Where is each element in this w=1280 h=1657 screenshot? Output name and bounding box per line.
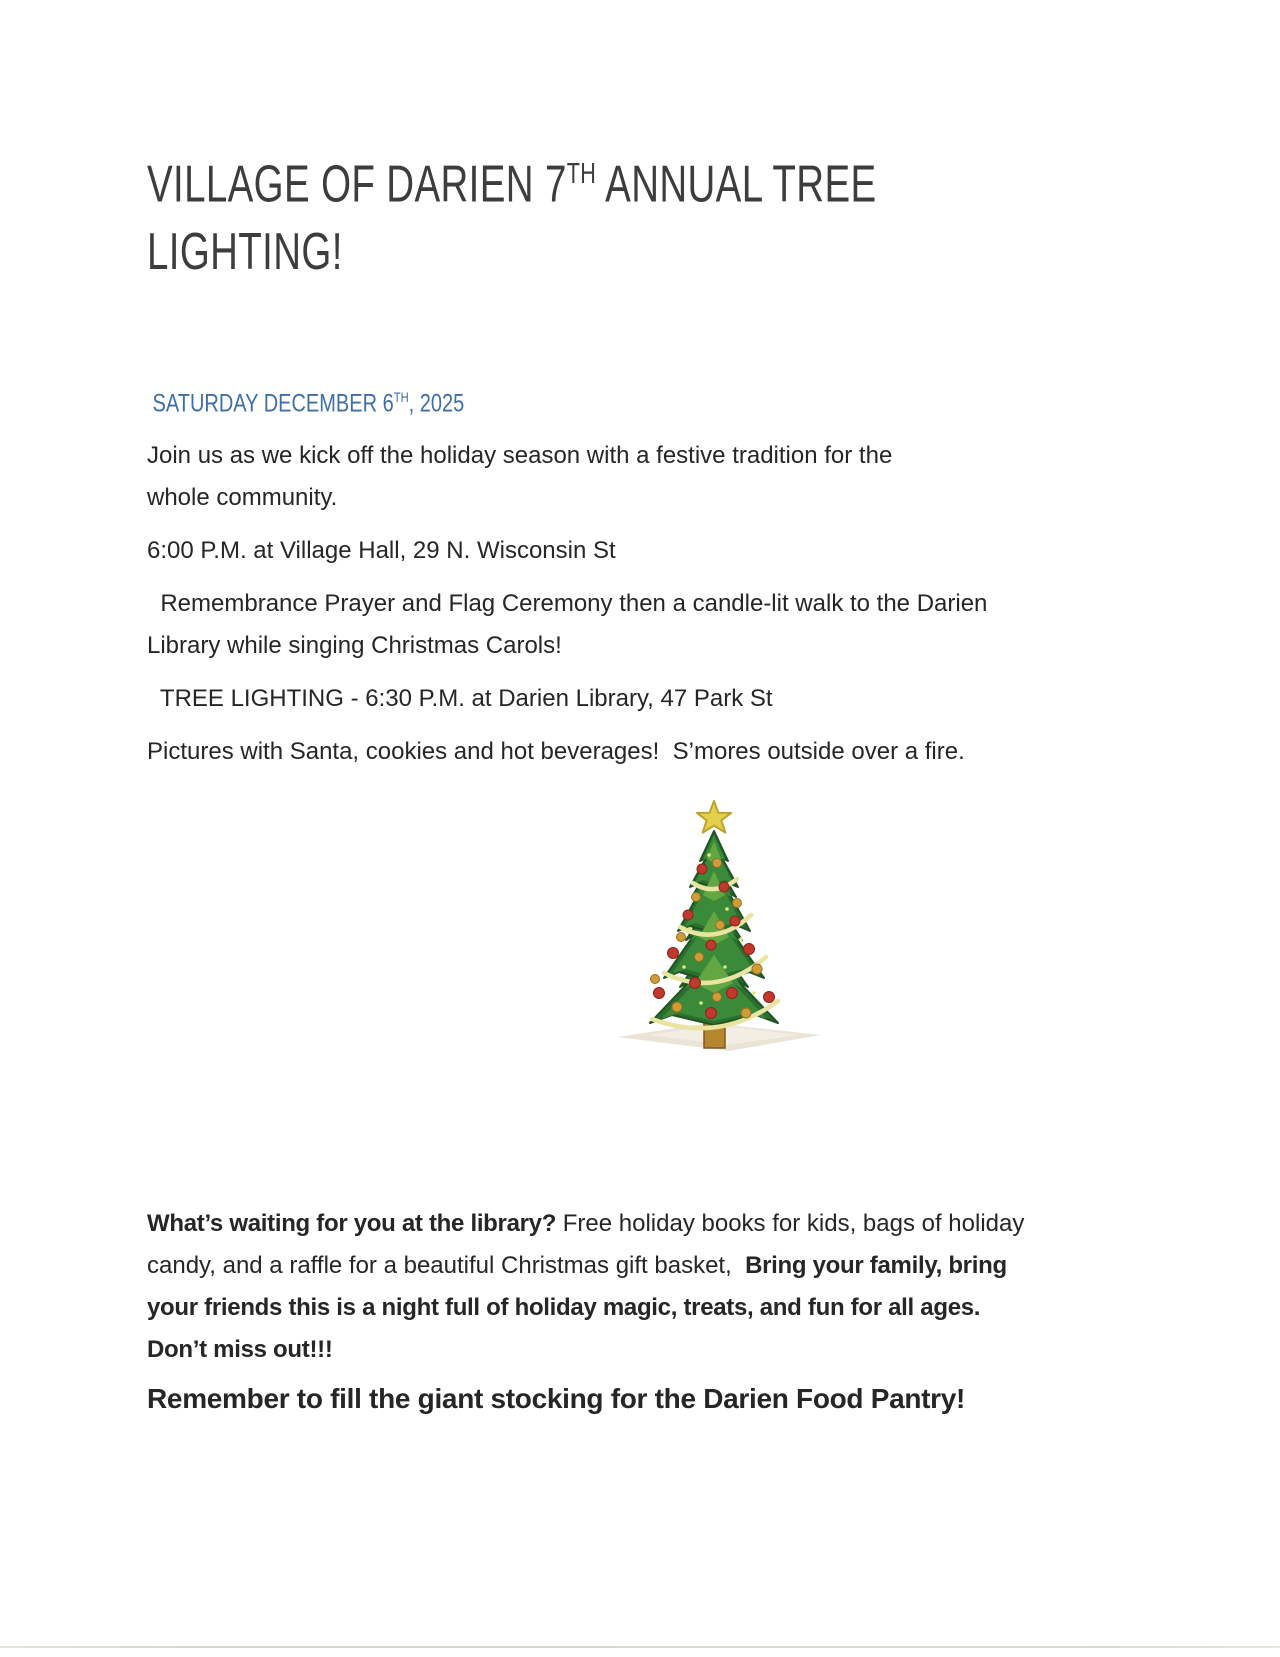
tree-lighting-line: TREE LIGHTING - 6:30 P.M. at Darien Library, 47 Park St (147, 684, 773, 712)
star-icon (696, 801, 730, 833)
remembrance-paragraph: Remembrance Prayer and Flag Ceremony then a candle-lit walk to the Darien Library while singing Christmas Carols! (147, 589, 988, 659)
christmas-tree-svg (589, 797, 839, 1052)
event-date-line: SATURDAY DECEMBER 6TH, 2025 (147, 389, 465, 418)
flyer-title: VILLAGE OF DARIEN 7TH ANNUAL TREE LIGHTING! (147, 155, 877, 282)
christmas-tree-image (147, 797, 1280, 1052)
pictures-line: Pictures with Santa, cookies and hot beverages! S’mores outside over a fire. (147, 737, 965, 765)
food-pantry-line: Remember to fill the giant stocking for the Darien Food Pantry! (147, 1382, 966, 1414)
page-bottom-scan-line (0, 1646, 1280, 1648)
time-location-line: 6:00 P.M. at Village Hall, 29 N. Wisconsin St (147, 536, 616, 564)
library-info-paragraph: What’s waiting for you at the library? Free holiday books for kids, bags of holiday candy, and a raffle for a beautiful Christmas gift basket, Bring your family, bring your friends this is a night full of holiday magic, treats, and fun for all ages. Don’t miss out!!! (147, 1209, 1025, 1363)
intro-paragraph: Join us as we kick off the holiday season with a festive tradition for the whole community. (147, 441, 893, 511)
